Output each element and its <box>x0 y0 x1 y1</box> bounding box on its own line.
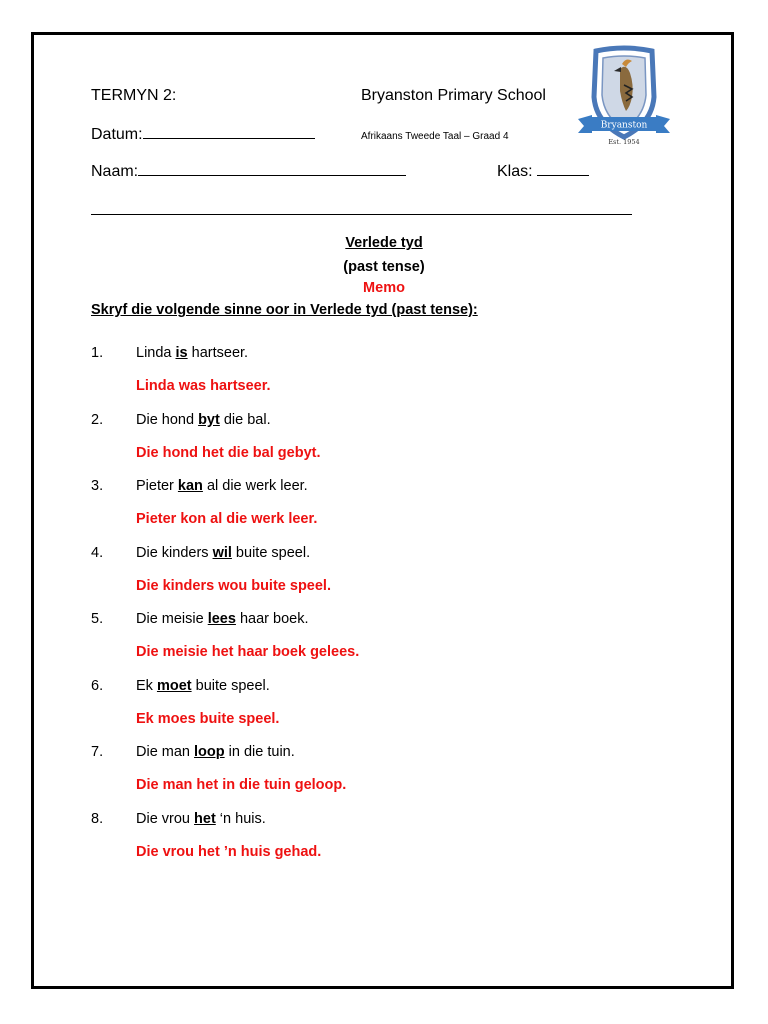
item-sentence <box>136 811 266 827</box>
sentence-start: Pieter <box>136 478 178 494</box>
verb-underlined: is <box>175 345 188 361</box>
school-name: Bryanston Primary School <box>361 87 546 104</box>
sentence-end: buite speel. <box>231 545 311 561</box>
sentence-end: al die werk leer. <box>202 478 308 494</box>
verb-underlined: wil <box>212 545 232 561</box>
item-number: 2. <box>91 412 104 428</box>
item-sentence <box>136 545 310 561</box>
item-answer: Die kinders wou buite speel. <box>136 578 331 594</box>
item-number: 7. <box>91 744 104 760</box>
banner-text: Bryanston <box>600 120 648 131</box>
sentence-end: haar boek. <box>235 611 309 627</box>
instruction: Skryf die volgende sinne oor in Verlede tyd (past tense): <box>91 302 478 318</box>
sentence-end: die bal. <box>219 412 271 428</box>
item-answer: Ek moes buite speel. <box>136 711 280 727</box>
sentence-end: hartseer. <box>187 345 249 361</box>
item-sentence <box>136 478 308 494</box>
item-answer: Die meisie het haar boek gelees. <box>136 644 360 660</box>
class-blank-line <box>537 174 589 176</box>
name-label: Naam: <box>91 163 139 180</box>
est-text: Est. 1954 <box>608 138 640 146</box>
verb-underlined: lees <box>207 611 236 627</box>
sentence-start: Die meisie <box>136 611 208 627</box>
item-sentence <box>136 412 271 428</box>
item-answer: Die hond het die bal gebyt. <box>136 445 321 461</box>
name-blank-line <box>138 174 406 176</box>
item-sentence <box>136 744 295 760</box>
page-title: Verlede tyd <box>345 235 423 251</box>
name-field <box>91 163 406 181</box>
verb-underlined: byt <box>198 412 220 428</box>
verb-underlined: loop <box>194 744 225 760</box>
item-number: 5. <box>91 611 104 627</box>
item-answer: Die vrou het ’n huis gehad. <box>136 844 322 860</box>
item-sentence <box>136 611 309 627</box>
sentence-end: buite speel. <box>191 678 270 694</box>
header-divider <box>91 214 632 215</box>
date-label: Datum: <box>91 126 143 143</box>
date-blank-line <box>143 137 315 139</box>
sentence-start: Die vrou <box>136 811 195 827</box>
page-subtitle: (past tense) <box>343 259 425 275</box>
item-number: 1. <box>91 345 104 361</box>
item-number: 8. <box>91 811 104 827</box>
class-label: Klas: <box>497 163 533 180</box>
item-number: 4. <box>91 545 104 561</box>
subject-grade: Afrikaans Tweede Taal – Graad 4 <box>361 131 509 142</box>
verb-underlined: moet <box>156 678 192 694</box>
verb-underlined: kan <box>177 478 203 494</box>
sentence-end: ‘n huis. <box>215 811 266 827</box>
school-crest-logo <box>576 45 672 149</box>
date-field <box>91 126 315 144</box>
sentence-end: in die tuin. <box>224 744 295 760</box>
sentence-start: Die man <box>136 744 195 760</box>
term-label: TERMYN 2: <box>91 87 177 104</box>
item-sentence <box>136 345 248 361</box>
item-answer: Die man het in die tuin geloop. <box>136 777 347 793</box>
class-field <box>497 163 589 181</box>
item-number: 6. <box>91 678 104 694</box>
sentence-start: Die kinders <box>136 545 213 561</box>
sentence-start: Linda <box>136 345 176 361</box>
verb-underlined: het <box>194 811 216 827</box>
item-sentence <box>136 678 270 694</box>
sentence-start: Die hond <box>136 412 199 428</box>
item-answer: Pieter kon al die werk leer. <box>136 511 318 527</box>
sentence-start: Ek <box>136 678 157 694</box>
item-answer: Linda was hartseer. <box>136 378 271 394</box>
memo-label: Memo <box>363 280 405 296</box>
item-number: 3. <box>91 478 104 494</box>
